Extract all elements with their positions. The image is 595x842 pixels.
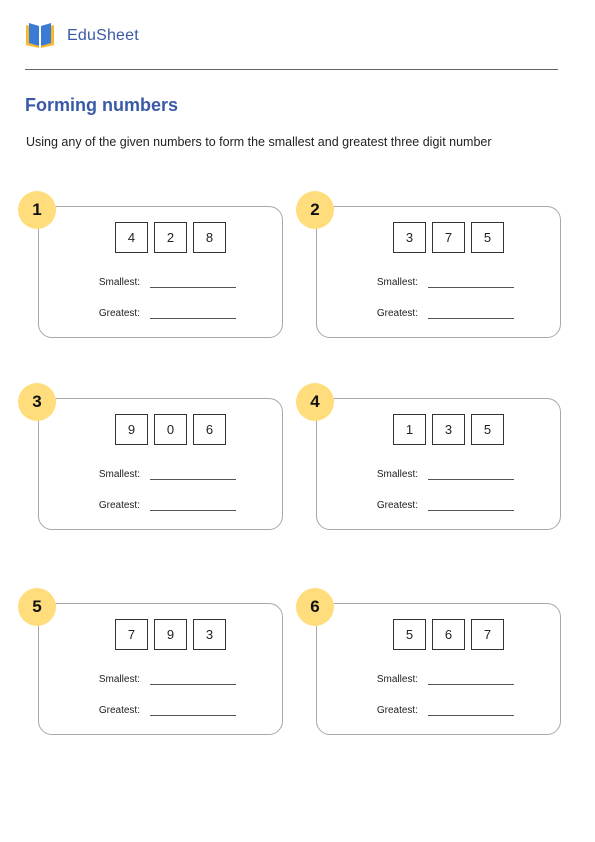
greatest-answer-line[interactable] — [428, 510, 514, 511]
greatest-answer-line[interactable] — [428, 318, 514, 319]
smallest-label: Smallest: — [98, 469, 140, 480]
smallest-row — [39, 674, 282, 688]
smallest-row — [317, 674, 560, 688]
smallest-label: Smallest: — [376, 277, 418, 288]
smallest-row — [39, 277, 282, 291]
digit-set — [393, 414, 504, 445]
greatest-label: Greatest: — [98, 308, 140, 319]
problem-number-badge: 6 — [296, 588, 334, 626]
digit-box: 7 — [115, 619, 148, 650]
digit-box: 6 — [193, 414, 226, 445]
problem-card — [316, 206, 561, 338]
greatest-row — [317, 500, 560, 514]
digit-box: 3 — [432, 414, 465, 445]
digit-set — [115, 619, 226, 650]
greatest-answer-line[interactable] — [428, 715, 514, 716]
greatest-label: Greatest: — [98, 705, 140, 716]
greatest-label: Greatest: — [376, 308, 418, 319]
smallest-answer-line[interactable] — [428, 684, 514, 685]
problem-card — [38, 603, 283, 735]
header-divider — [25, 69, 558, 70]
digit-set — [393, 619, 504, 650]
digit-box: 5 — [393, 619, 426, 650]
problem-card — [316, 398, 561, 530]
digit-box: 5 — [471, 414, 504, 445]
digit-box: 8 — [193, 222, 226, 253]
problem-card — [38, 398, 283, 530]
greatest-answer-line[interactable] — [150, 318, 236, 319]
greatest-label: Greatest: — [98, 500, 140, 511]
smallest-answer-line[interactable] — [150, 287, 236, 288]
greatest-row — [39, 500, 282, 514]
digit-box: 2 — [154, 222, 187, 253]
smallest-row — [317, 277, 560, 291]
smallest-row — [39, 469, 282, 483]
greatest-label: Greatest: — [376, 705, 418, 716]
digit-box: 7 — [471, 619, 504, 650]
page-title: Forming numbers — [25, 95, 179, 115]
digit-box: 5 — [471, 222, 504, 253]
digit-box: 3 — [393, 222, 426, 253]
problem-card — [316, 603, 561, 735]
smallest-label: Smallest: — [376, 674, 418, 685]
open-book-icon — [24, 21, 56, 51]
digit-box: 4 — [115, 222, 148, 253]
digit-box: 3 — [193, 619, 226, 650]
digit-set — [115, 222, 226, 253]
digit-set — [393, 222, 504, 253]
smallest-row — [317, 469, 560, 483]
smallest-label: Smallest: — [98, 674, 140, 685]
greatest-row — [317, 308, 560, 322]
greatest-answer-line[interactable] — [150, 715, 236, 716]
digit-box: 0 — [154, 414, 187, 445]
digit-box: 1 — [393, 414, 426, 445]
digit-box: 9 — [115, 414, 148, 445]
greatest-label: Greatest: — [376, 500, 418, 511]
problem-number-badge: 4 — [296, 383, 334, 421]
smallest-label: Smallest: — [98, 277, 140, 288]
greatest-row — [39, 705, 282, 719]
digit-box: 9 — [154, 619, 187, 650]
brand-name: EduSheet — [67, 27, 139, 44]
problem-card — [38, 206, 283, 338]
problem-number-badge: 5 — [18, 588, 56, 626]
greatest-row — [317, 705, 560, 719]
smallest-answer-line[interactable] — [428, 287, 514, 288]
problem-number-badge: 2 — [296, 191, 334, 229]
smallest-answer-line[interactable] — [150, 479, 236, 480]
smallest-label: Smallest: — [376, 469, 418, 480]
digit-set — [115, 414, 226, 445]
problem-number-badge: 3 — [18, 383, 56, 421]
digit-box: 7 — [432, 222, 465, 253]
instructions: Using any of the given numbers to form the smallest and greatest three digit number — [26, 135, 492, 149]
greatest-answer-line[interactable] — [150, 510, 236, 511]
smallest-answer-line[interactable] — [150, 684, 236, 685]
digit-box: 6 — [432, 619, 465, 650]
greatest-row — [39, 308, 282, 322]
problem-number-badge: 1 — [18, 191, 56, 229]
smallest-answer-line[interactable] — [428, 479, 514, 480]
